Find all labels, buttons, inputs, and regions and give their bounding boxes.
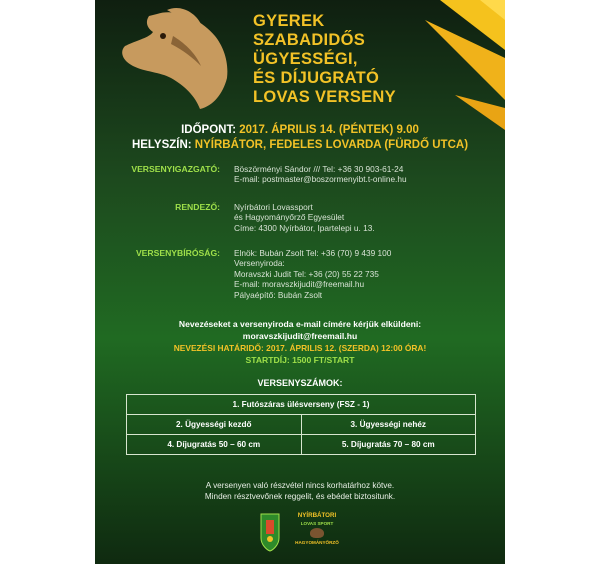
club-logo-icon xyxy=(291,512,343,546)
event-time xyxy=(95,124,505,136)
club-logo-line: LOVAS SPORT xyxy=(300,521,334,526)
club-logo-line: NYÍRBÁTORI xyxy=(297,512,337,519)
title-line: GYEREK xyxy=(253,12,325,30)
title-line: ÉS DÍJUGRATÓ xyxy=(253,69,380,87)
events-table xyxy=(126,394,476,455)
title-line: ÜGYESSÉGI, xyxy=(253,50,358,68)
jury-info xyxy=(234,248,391,300)
director-info xyxy=(234,164,407,185)
jury-label: VERSENYBÍRÓSÁG: xyxy=(135,248,220,258)
entry-email: moravszkijudit@freemail.hu xyxy=(242,331,358,341)
jury-line: E-mail: moravszkijudit@freemail.hu xyxy=(234,279,365,290)
entry-instructions: Nevezéseket a versenyiroda e-mail címére kérjük elküldeni: xyxy=(178,319,422,329)
title-line: LOVAS VERSENY xyxy=(253,88,396,106)
title-line: SZABADIDŐS xyxy=(253,31,366,49)
place-value: NYÍRBÁTOR, FEDELES LOVARDA (FÜRDŐ UTCA) xyxy=(194,139,469,151)
event-cell: 1. Futószáras ülésverseny (FSZ - 1) xyxy=(127,395,476,415)
director-line: Böszörményi Sándor /// Tel: +36 30 903-61-24 xyxy=(234,164,404,174)
event-poster xyxy=(95,0,505,564)
organizer-line: Nyírbátori Lovassport xyxy=(234,202,313,212)
city-crest-icon xyxy=(259,512,281,552)
entry-fee: STARTDÍJ: 1500 FT/START xyxy=(245,355,355,365)
organizer-label: RENDEZŐ: xyxy=(175,202,220,212)
event-cell: 5. Díjugratás 70 – 80 cm xyxy=(301,435,476,455)
sun-rays-icon xyxy=(385,0,505,130)
organizer-line: és Hagyományőrző Egyesület xyxy=(234,212,345,223)
footer-line: Minden résztvevőnek reggelit, és ebédet biztositunk. xyxy=(204,492,396,501)
event-cell: 3. Ügyességi nehéz xyxy=(301,415,476,435)
horse-head-icon xyxy=(105,6,235,111)
event-cell: 4. Díjugratás 50 – 60 cm xyxy=(127,435,302,455)
club-horse-mark xyxy=(310,528,324,538)
jury-line: Versenyiroda: xyxy=(234,258,285,269)
time-label: IDŐPONT: xyxy=(181,124,237,136)
jury-line: Moravszki Judit Tel: +36 (20) 55 22 735 xyxy=(234,268,379,279)
event-cell: 2. Ügyességi kezdő xyxy=(127,415,302,435)
club-logo-line: HAGYOMÁNYŐRZŐ xyxy=(295,540,339,545)
organizer-info xyxy=(234,202,375,233)
director-label: VERSENYIGAZGATÓ: xyxy=(131,164,220,174)
time-value: 2017. ÁPRILIS 14. (PÉNTEK) 9.00 xyxy=(239,124,419,136)
director-line: E-mail: postmaster@boszormenyibt.t-online.hu xyxy=(234,174,407,185)
jury-line: Pályaépítő: Bubán Zsolt xyxy=(234,289,323,300)
event-title xyxy=(253,12,396,107)
event-place xyxy=(95,139,505,151)
events-heading: VERSENYSZÁMOK: xyxy=(257,378,343,388)
organizer-line: Címe: 4300 Nyírbátor, Ipartelepi u. 13. xyxy=(234,222,375,233)
entry-deadline: NEVEZÉSI HATÁRIDŐ: 2017. ÁPRILIS 12. (SZERDA) 12:00 ÓRA! xyxy=(173,343,427,353)
jury-line: Elnök: Bubán Zsolt Tel: +36 (70) 9 439 100 xyxy=(234,248,392,258)
footer-line: A versenyen való részvétel nincs korhatárhoz kötve. xyxy=(205,481,395,490)
place-label: HELYSZÍN: xyxy=(131,139,192,151)
